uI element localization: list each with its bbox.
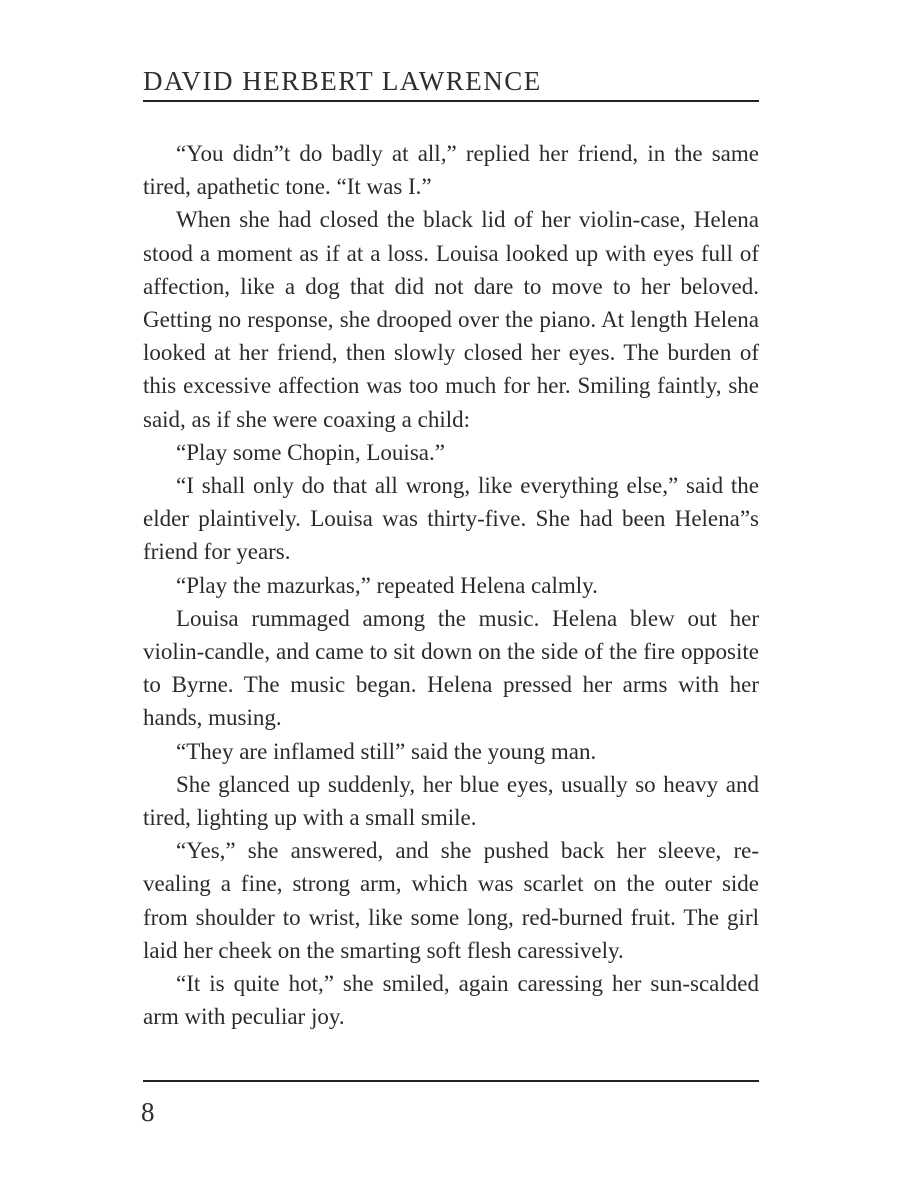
paragraph: She glanced up suddenly, her blue eyes, usually so heavy and tired, lighting up with a small smile. <box>143 771 759 831</box>
running-head-title: DAVID HERBERT LAWRENCE <box>143 66 542 96</box>
page-number: 8 <box>141 1097 155 1127</box>
paragraph: “You didn”t do badly at all,” replied her friend, in the same tired, apathetic tone. “It was I.” <box>143 141 759 200</box>
paragraph: “They are inflamed still” said the young man. <box>176 738 597 764</box>
paragraph: Louisa rummaged among the music. Helena blew out her violin-candle, and came to sit down on the side of the fire opposite to Byrne. The music began. Helena pressed her arms with her hands, musing. <box>143 605 759 731</box>
paragraph: “I shall only do that all wrong, like everything else,” said the elder plaintively. Louisa was thirty-five. She had been Helena”s friend for years. <box>143 473 759 565</box>
paragraph: “Play some Chopin, Louisa.” <box>176 439 445 465</box>
footer-rule <box>143 1080 759 1082</box>
paragraph: “It is quite hot,” she smiled, again caressing her sun-scalded arm with peculiar joy. <box>143 971 759 1030</box>
header-rule <box>143 100 759 102</box>
paragraph: When she had closed the black lid of her violin-case, Helena stood a moment as if at a loss. Louisa looked up with eyes full of affection, like a dog that did not dare to move to her beloved. Getting no response, she drooped over the piano. At length Helena looked at her friend, then slowly closed her eyes. The burden of this excessive affection was too much for her. Smiling faintly, she said, as if she were coaxing a child: <box>143 207 759 432</box>
paragraph: “Yes,” she answered, and she pushed back her sleeve, revealing a fine, strong arm, which was scarlet on the outer side from shoulder to wrist, like some long, red-burned fruit. The girl laid her cheek on the smarting soft flesh caressively. <box>143 838 759 963</box>
paragraph: “Play the mazurkas,” repeated Helena calmly. <box>176 572 598 598</box>
body-text <box>143 137 759 1033</box>
